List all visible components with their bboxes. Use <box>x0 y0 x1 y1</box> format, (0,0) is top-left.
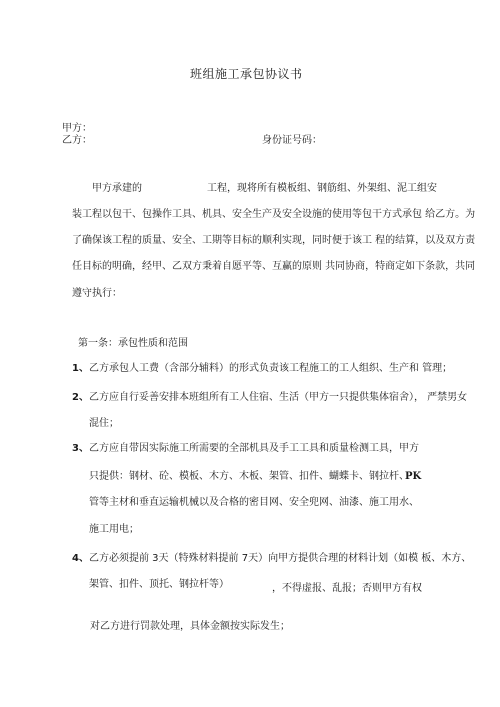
intro-line-1a: 甲方承建的 <box>92 183 142 194</box>
item-text: 混住； <box>89 418 119 429</box>
item-number: 1、 <box>72 363 89 374</box>
item-text: 只提供：钢材、砼、模板、木方、木板、架管、扣件、蝴蝶卡、钢拉杆、 <box>89 471 409 482</box>
intro-line-3: 了确保该工程的质量、安全、工期等目标的顺利实现，同时便于该工 程的结算，以及双方责 <box>72 235 476 246</box>
item-text: 乙方应自带因实际施工所需要的全部机具及手工工具和质量检测工具，甲方 <box>89 443 419 454</box>
closing-line: 对乙方进行罚款处理，具体金额按实际发生； <box>90 621 290 632</box>
intro-line-4: 任目标的明确，经甲、乙双方秉着自愿平等、互赢的原则 共同协商，特商定如下条款，共同 <box>72 261 476 272</box>
party-b-label: 乙方： <box>62 135 92 146</box>
item-text: PK <box>405 471 422 482</box>
item-number: 4、 <box>72 553 89 564</box>
id-number-label: 身份证号码： <box>262 135 322 146</box>
intro-line-5: 遵守执行： <box>72 288 122 299</box>
item-text: ，不得虚报、乱报；否则甲方有权 <box>272 583 422 594</box>
item-text: 乙方必须提前 3天（特殊材料提前 7天）向甲方提供合理的材料计划（如模 板、木方、 <box>89 553 472 564</box>
intro-line-2: 装工程以包干、包操作工具、机具、安全生产及安全设施的使用等包干方式承包 给乙方。为 <box>72 209 476 220</box>
item-number: 3、 <box>72 443 89 454</box>
item-text: 施工用电； <box>89 524 139 535</box>
intro-line-1b: 工程，现将所有模板组、钢筋组、外架组、泥工组安 <box>207 183 437 194</box>
item-text: 管等主材和垂直运输机械以及合格的密目网、安全兜网、油漆、施工用水、 <box>89 497 419 508</box>
item-text: 乙方承包人工费（含部分辅料）的形式负责该工程施工的工人组织、生产和 管理； <box>89 363 453 374</box>
section-heading: 第一条：承包性质和范围 <box>78 338 188 349</box>
item-text: 乙方应自行妥善安排本班组所有工人住宿、生活（甲方一只提供集体宿舍）， 严禁男女 <box>89 392 468 403</box>
party-a-label: 甲方： <box>62 123 92 134</box>
item-text: 架管、扣件、顶托、钢拉杆等） <box>89 579 229 590</box>
item-number: 2、 <box>72 392 89 403</box>
document-title: 班组施工承包协议书 <box>190 67 303 81</box>
